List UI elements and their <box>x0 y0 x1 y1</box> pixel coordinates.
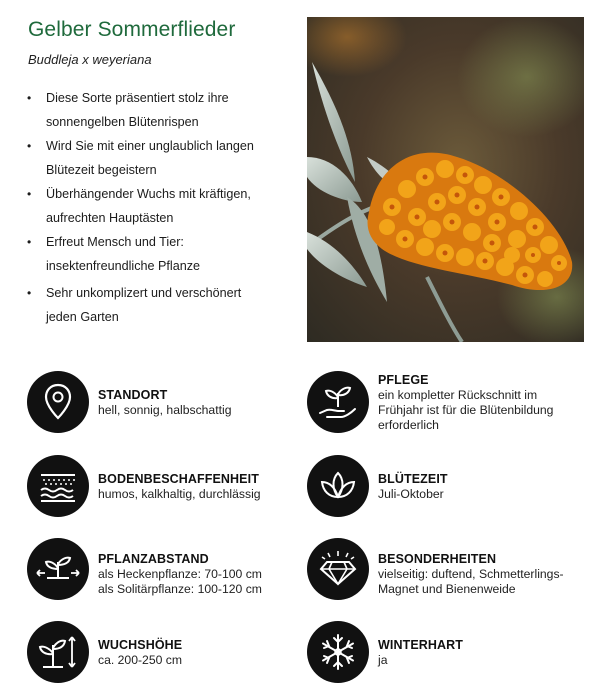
feature-line: vielseitig: duftend, Schmetterlings- <box>378 567 564 581</box>
feature-line: als Solitärpflanze: 100-120 cm <box>98 582 262 596</box>
list-item-line: Blütezeit begeistern <box>46 163 157 177</box>
feature-description <box>378 388 593 433</box>
feature-line: Frühjahr ist für die Blütenbildung <box>378 403 554 417</box>
bullet-icon: • <box>27 235 32 249</box>
list-item <box>22 281 290 329</box>
feature-description <box>378 487 593 502</box>
feature-line: humos, kalkhaltig, durchlässig <box>98 487 261 501</box>
feature-bullet-list <box>22 86 290 329</box>
feature-line: hell, sonnig, halbschattig <box>98 403 232 417</box>
feature-pflanzabstand <box>27 538 307 600</box>
list-item <box>22 230 290 278</box>
list-item <box>22 134 290 182</box>
flower-photo-illustration <box>307 17 584 342</box>
snowflake-icon <box>307 621 369 683</box>
bullet-icon: • <box>27 286 32 300</box>
feature-title: STANDORT <box>98 388 168 402</box>
feature-line: erforderlich <box>378 418 439 432</box>
bullet-icon: • <box>27 187 32 201</box>
feature-title: BESONDERHEITEN <box>378 552 497 566</box>
feature-bodenbeschaffenheit <box>27 455 307 517</box>
feature-title: BLÜTEZEIT <box>378 472 448 486</box>
feature-description <box>98 567 313 597</box>
feature-title: BODENBESCHAFFENHEIT <box>98 472 259 486</box>
feature-description <box>378 653 593 668</box>
feature-description <box>98 403 313 418</box>
feature-line: ein kompletter Rückschnitt im <box>378 388 538 402</box>
list-item-line: aufrechten Hauptästen <box>46 211 174 225</box>
list-item-line: sonnengelben Blütenrispen <box>46 115 199 129</box>
feature-line: Juli-Oktober <box>378 487 444 501</box>
list-item-line: Diese Sorte präsentiert stolz ihre <box>46 91 229 105</box>
diamond-icon <box>307 538 369 600</box>
lotus-flower-icon <box>307 455 369 517</box>
feature-description <box>98 487 313 502</box>
plant-height-icon <box>27 621 89 683</box>
feature-description <box>378 567 593 597</box>
list-item-line: Sehr unkomplizert und verschönert <box>46 286 242 300</box>
list-item-line: Wird Sie mit einer unglaublich langen <box>46 139 254 153</box>
product-photo <box>307 17 584 342</box>
botanical-name: Buddleja x weyeriana <box>28 52 152 67</box>
feature-title: WINTERHART <box>378 638 464 652</box>
list-item-line: Überhängender Wuchs mit kräftigen, <box>46 187 251 201</box>
list-item-line: Erfreut Mensch und Tier: <box>46 235 184 249</box>
page-title: Gelber Sommerflieder <box>28 18 236 41</box>
soil-layers-icon <box>27 455 89 517</box>
list-item-line: jeden Garten <box>46 310 119 324</box>
list-item <box>22 182 290 230</box>
feature-title: PFLEGE <box>378 373 429 387</box>
feature-besonderheiten <box>307 538 587 600</box>
feature-line: ca. 200-250 cm <box>98 653 183 667</box>
plant-spacing-icon <box>27 538 89 600</box>
feature-line: ja <box>378 653 388 667</box>
list-item-line: insektenfreundliche Pflanze <box>46 259 201 273</box>
hand-with-seedling-icon <box>307 371 369 433</box>
list-item <box>22 86 290 134</box>
feature-standort <box>27 371 307 433</box>
bullet-icon: • <box>27 139 32 153</box>
feature-pflege <box>307 371 587 433</box>
feature-bluetezeit <box>307 455 587 517</box>
feature-description <box>98 653 313 668</box>
feature-title: PFLANZABSTAND <box>98 552 209 566</box>
feature-winterhart <box>307 621 587 683</box>
bullet-icon: • <box>27 91 32 105</box>
location-pin-icon <box>27 371 89 433</box>
feature-line: Magnet und Bienenweide <box>378 582 516 596</box>
feature-wuchshoehe <box>27 621 307 683</box>
feature-line: als Heckenpflanze: 70-100 cm <box>98 567 262 581</box>
feature-title: WUCHSHÖHE <box>98 638 183 652</box>
